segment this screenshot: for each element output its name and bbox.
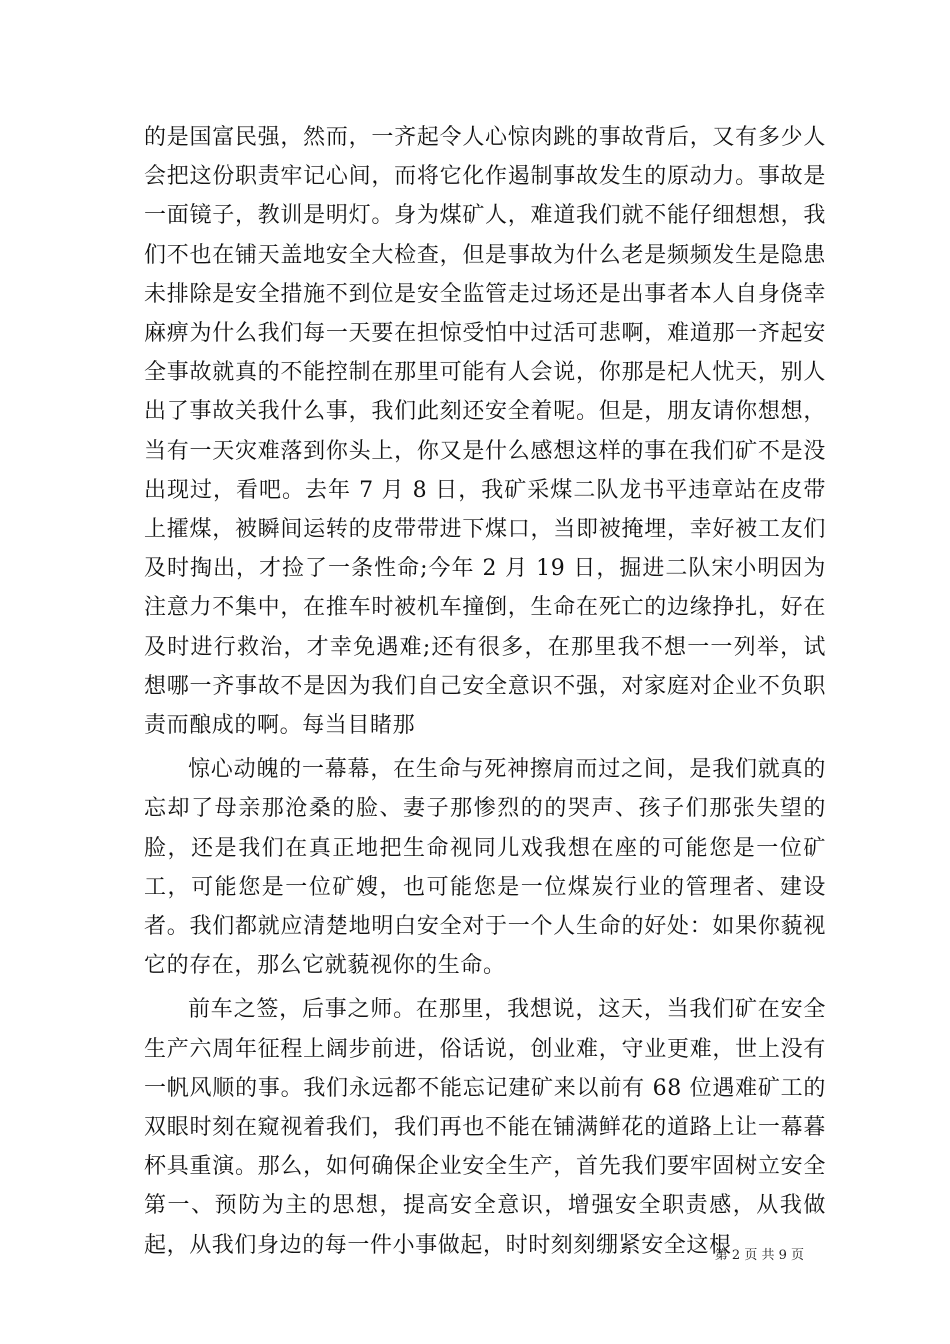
paragraph-3: 前车之签，后事之师。在那里，我想说，这天，当我们矿在安全生产六周年征程上阔步前进，俗话说，创业难，守业更难，世上没有一帆风顺的事。我们永远都不能忘记建矿来以前有 68 位遇难矿工的双眼时刻在窥视着我们，我们再也不能在铺满鲜花的道路上让一幕暮杯具重演。那么，如何确保企业安全生产，首先我们要牢固树立安全第一、预防为主的思想，提高安全意识，增强安全职责感，从我做起，从我们身边的每一件小事做起，时时刻刻绷紧安全这根 (144, 997, 826, 1258)
document-body (144, 118, 826, 1265)
paragraph-2: 惊心动魄的一幕幕，在生命与死神擦肩而过之间，是我们就真的忘却了母亲那沧桑的脸、妻子那惨烈的的哭声、孩子们那张失望的脸，还是我们在真正地把生命视同儿戏我想在座的可能您是一位矿工，可能您是一位矿嫂，也可能您是一位煤炭行业的管理者、建设者。我们都就应清楚地明白安全对于一个人生命的好处：如果你藐视它的存在，那么它就藐视你的生命。 (144, 757, 826, 979)
paragraph-1: 的是国富民强，然而，一齐起令人心惊肉跳的事故背后，又有多少人会把这份职责牢记心间，而将它化作遏制事故发生的原动力。事故是一面镜子，教训是明灯。身为煤矿人，难道我们就不能仔细想想，我们不也在铺天盖地安全大检查，但是事故为什么老是频频发生是隐患未排除是安全措施不到位是安全监管走过场还是出事者本人自身侥幸麻痹为什么我们每一天要在担惊受怕中过活可悲啊，难道那一齐起安全事故就真的不能控制在那里可能有人会说，你那是杞人忧天，别人出了事故关我什么事，我们此刻还安全着呢。但是，朋友请你想想，当有一天灾难落到你头上，你又是什么感想这样的事在我们矿不是没出现过，看吧。去年 7 月 8 日，我矿采煤二队龙书平违章站在皮带上攉煤，被瞬间运转的皮带带进下煤口，当即被掩埋，幸好被工友们及时掏出，才捡了一条性命;今年 2 月 19 日，掘进二队宋小明因为注意力不集中，在推车时被机车撞倒，生命在死亡的边缘挣扎，好在及时进行救治，才幸免遇难;还有很多，在那里我不想一一列举，试想哪一齐事故不是因为我们自己安全意识不强，对家庭对企业不负职责而酿成的啊。每当目睹那 (144, 125, 826, 739)
page-number-footer: 第 2 页 共 9 页 (714, 1248, 804, 1263)
